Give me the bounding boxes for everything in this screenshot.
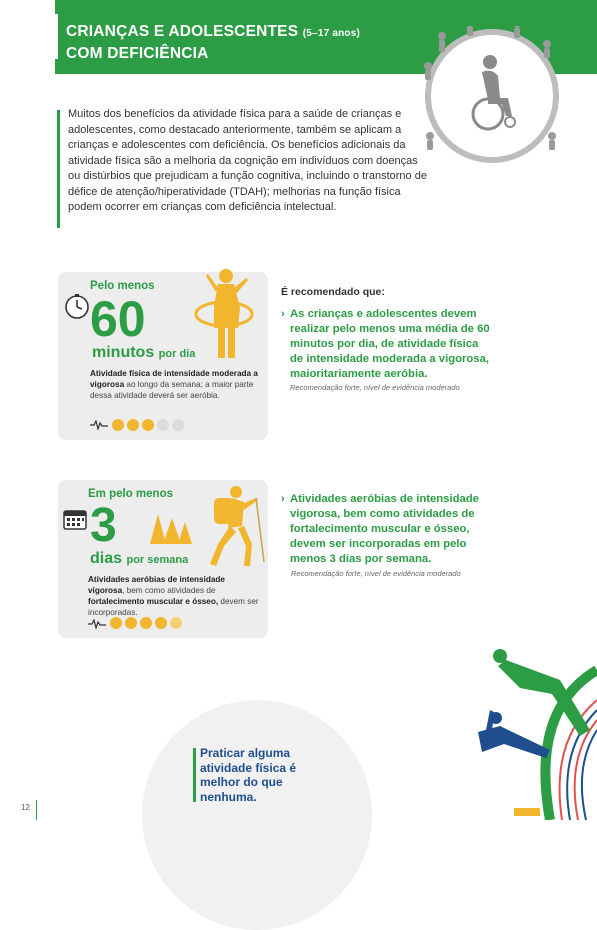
rating-dot [110, 617, 122, 629]
title-line2: COM DEFICIÊNCIA [66, 45, 209, 62]
header-accent-bar [55, 14, 58, 59]
heartbeat-icon [88, 619, 106, 629]
hiker-icon [196, 484, 266, 570]
recommendation-1 [281, 307, 491, 382]
card1-unit: minutos [92, 344, 155, 361]
card2-number: 3 [90, 499, 117, 552]
heartbeat-icon [90, 420, 108, 430]
card2-text-bold1: Atividades aeróbias de intensidade vigorosa [88, 575, 225, 595]
rating-dot [125, 617, 137, 629]
card2-prefix: Em pelo menos [88, 488, 173, 500]
calendar-icon [63, 508, 87, 530]
rating-dot [127, 419, 139, 431]
card1-prefix: Pelo menos [90, 280, 155, 292]
card2-text-bold2: fortalecimento muscular e ósseo, [88, 597, 219, 606]
quote-accent-bar [193, 748, 196, 802]
card1-evidence-rating [112, 419, 184, 431]
title-line1: CRIANÇAS E ADOLESCENTES [66, 23, 299, 40]
recommendation-2-text: Atividades aeróbias de intensidade vigorosa, bem como atividades de fortalecimento muscular e ósseo, devem ser incorporadas em pelo menos 3 dias por semana. [290, 493, 479, 565]
quote-text: Praticar alguma atividade física é melhor do que nenhuma. [200, 746, 297, 804]
card1-text-rest: ao longo da semana; a maior parte dessa atividade deverá ser aeróbia. [90, 380, 254, 400]
recommended-label: É recomendado que: [281, 286, 385, 298]
sports-figures-illustration [440, 640, 597, 820]
rating-dot [170, 617, 182, 629]
rating-dot [155, 617, 167, 629]
chevron-right-icon: › [281, 308, 285, 320]
card1-unit-suffix: por dia [158, 348, 196, 360]
activity-card-60-minutes [58, 272, 268, 440]
rating-dot [142, 419, 154, 431]
quote-circle [142, 700, 372, 930]
recommendation-2-note: Recomendação forte, nível de evidência moderado [291, 569, 461, 578]
title-age: (5–17 anos) [302, 28, 360, 39]
rating-dot [140, 617, 152, 629]
trees-icon [148, 512, 194, 546]
card2-unit-line [90, 550, 188, 568]
intro-paragraph: Muitos dos benefícios da atividade física para a saúde de crianças e adolescentes, como destacado anteriormente, também se aplicam a crianças e adolescentes com deficiência. Os benefícios adicionais da atividade física são a melhoria da cognição em indivíduos com doenças ou distúrbios que prejudicam a função cognitiva, incluindo o transtorno de défice de atenção/hiperatividade (TDAH); melhorias na função física podem ocorrer em crianças com deficiência intelectual. [68, 108, 427, 213]
rating-dot [172, 419, 184, 431]
card2-text-mid: , bem como atividades de [122, 586, 216, 595]
card1-unit-line [92, 344, 195, 362]
page-number: 12 [21, 803, 30, 812]
card2-text-rest: devem ser incorporadas. [88, 597, 259, 617]
rating-dot [112, 419, 124, 431]
chevron-right-icon: › [281, 493, 285, 505]
card2-evidence-rating [110, 617, 182, 629]
card2-unit: dias [90, 550, 123, 567]
card1-description [90, 368, 258, 401]
hula-hoop-figure-icon [194, 268, 260, 362]
recommendation-1-text: As crianças e adolescentes devem realizar pelo menos uma média de 60 minutos por dia, de atividade física de intensidade moderada a vigorosa, maioritariamente aeróbia. [290, 308, 490, 380]
activity-card-3-days [58, 480, 268, 638]
intro-accent-bar [57, 110, 60, 228]
wheelchair-user-icon [422, 26, 562, 166]
card2-description [88, 574, 260, 618]
card1-text-bold: Atividade física de intensidade moderada a vigorosa [90, 369, 258, 389]
recommendation-1-note: Recomendação forte, nível de evidência moderado [290, 383, 460, 392]
recommendation-2 [281, 492, 491, 567]
page-number-bar [36, 800, 37, 820]
card2-unit-suffix: por semana [126, 554, 189, 566]
rating-dot [157, 419, 169, 431]
clock-icon [64, 294, 90, 320]
page-title [66, 22, 360, 64]
card1-number: 60 [90, 291, 146, 347]
